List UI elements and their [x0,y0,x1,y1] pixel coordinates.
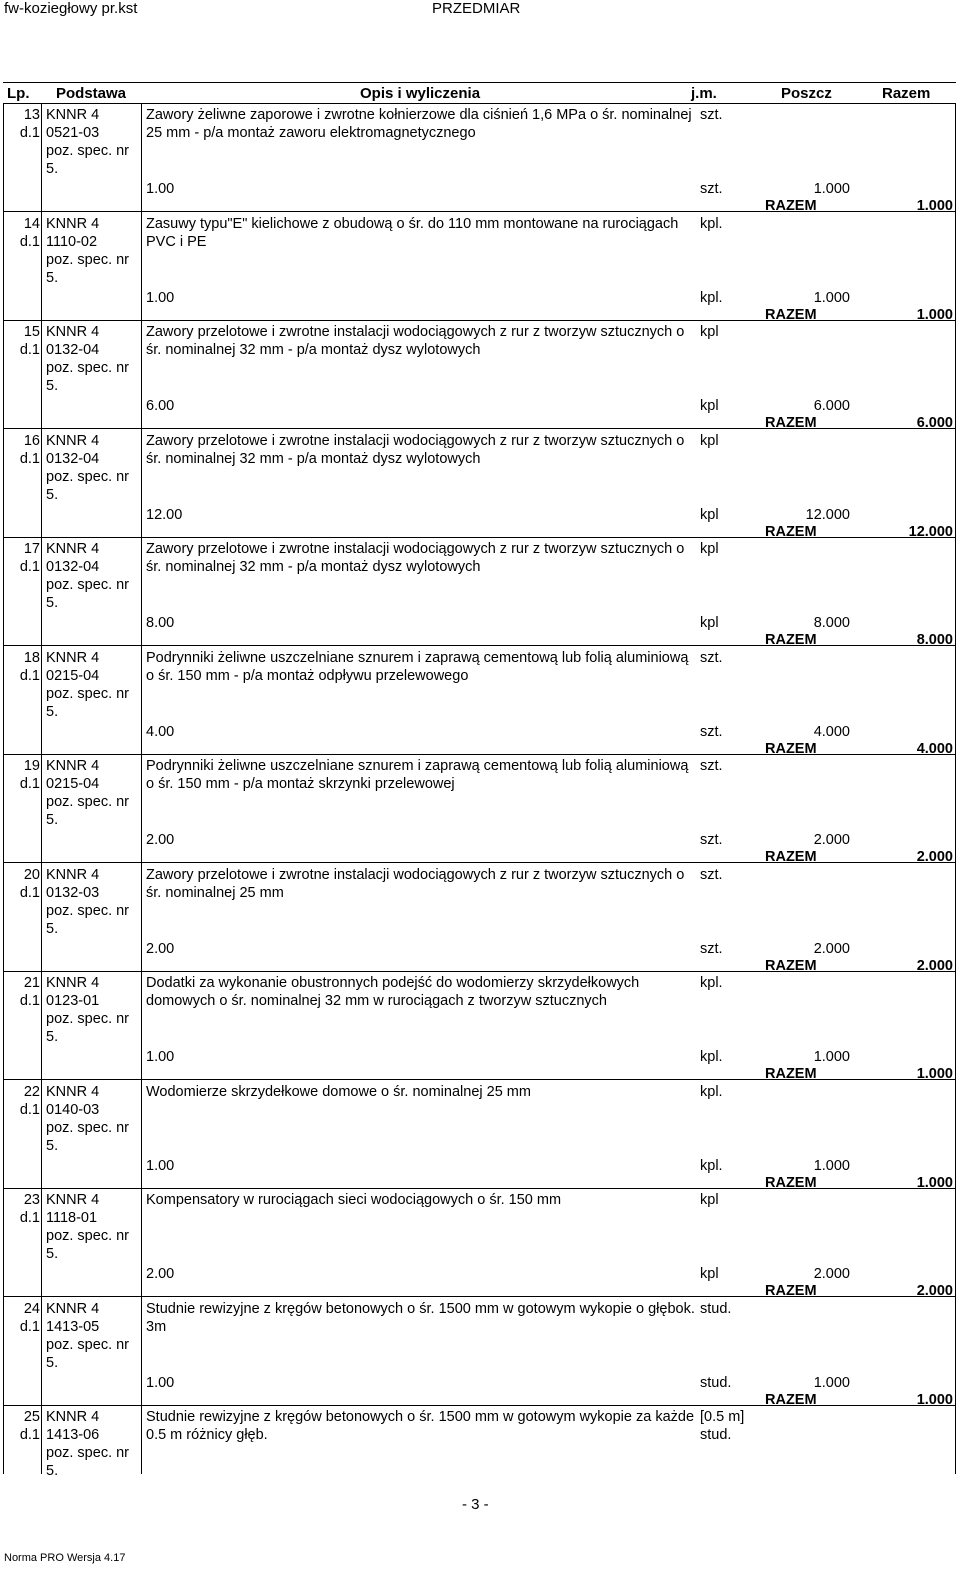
spec-reference: poz. spec. nr [46,1336,130,1353]
item-description: Studnie rewizyjne z kręgów betonowych o śr. 1500 mm w gotowym wykopie o głębok. 3m [146,1300,695,1335]
table-row [3,1298,956,1406]
total-label: RAZEM [765,849,817,865]
table-row [3,972,956,1080]
quantity-expression: 2.00 [146,832,175,848]
quantity-expression: 8.00 [146,615,175,631]
catalog-code: 0215-04 [46,776,100,792]
item-description: Podrynniki żeliwne uszczelniane sznurem i zaprawą cementową lub folią aluminiową o śr. 150 mm - p/a montaż odpływu przelewowego [146,649,689,684]
unit-of-measure: [0.5 m] [700,1409,745,1425]
spec-reference: poz. spec. nr [46,1119,130,1136]
item-description: Zasuwy typu"E" kielichowe z obudową o śr. do 110 mm montowane na rurociągach PVC i PE [146,215,679,250]
total-value: 1.000 [916,1066,953,1082]
table-row [3,755,956,863]
total-label: RAZEM [765,1066,817,1082]
unit-of-measure: kpl. [700,975,723,991]
spec-reference: poz. spec. nr [46,902,130,919]
item-variant: d.1 [19,1427,40,1443]
table-row [3,430,956,538]
unit-of-measure: kpl [700,324,719,340]
total-value: 4.000 [916,740,953,757]
table-row [3,538,956,646]
unit-of-measure: szt. [700,758,723,774]
total-value: 8.000 [916,632,953,648]
total-value: 2.000 [916,849,953,865]
catalog-code: 0132-03 [46,884,100,901]
unit-of-measure-secondary: stud. [700,1427,732,1443]
item-description: Zawory przelotowe i zwrotne instalacji wodociągowych z rur z tworzyw sztucznych o śr. nominalnej 32 mm - p/a montaż dysz wylotowych [146,324,685,358]
catalog-code: 0132-04 [46,450,100,467]
spec-number: 5. [46,1463,59,1479]
catalog-code: 1413-06 [46,1427,100,1443]
quantity-unit: kpl [700,1266,719,1282]
spec-number: 5. [46,1246,59,1262]
catalog-name: KNNR 4 [46,1409,100,1425]
catalog-name: KNNR 4 [46,215,100,232]
item-description: Zawory przelotowe i zwrotne instalacji wodociągowych z rur z tworzyw sztucznych o śr. nominalnej 32 mm - p/a montaż dysz wylotowych [146,541,685,575]
quantity-expression: 1.00 [146,1374,175,1391]
unit-of-measure: kpl. [700,215,723,232]
quantity-expression: 12.00 [146,506,183,523]
item-number: 23 [23,1192,40,1208]
catalog-name: KNNR 4 [46,432,100,449]
catalog-code: 1413-05 [46,1318,100,1335]
item-number: 16 [23,432,40,449]
catalog-name: KNNR 4 [46,1300,100,1317]
item-variant: d.1 [19,776,40,792]
catalog-code: 0215-04 [46,667,100,684]
spec-number: 5. [46,486,59,503]
table-row [3,864,956,972]
spec-number: 5. [46,1029,59,1045]
col-header-poszcz: Poszcz [781,85,832,102]
table-row [3,647,956,755]
spec-reference: poz. spec. nr [46,1445,130,1461]
spec-number: 5. [46,920,59,937]
file-name: fw-koziegłowy pr.kst [4,0,138,17]
item-variant: d.1 [19,342,40,358]
total-label: RAZEM [765,1283,817,1299]
item-number: 17 [23,541,40,557]
col-header-opis: Opis i wyliczenia [360,85,481,102]
total-value: 1.000 [916,198,953,214]
catalog-name: KNNR 4 [46,1083,100,1100]
col-header-razem: Razem [882,85,931,102]
item-description: Podrynniki żeliwne uszczelniane sznurem i zaprawą cementową lub folią aluminiową o śr. 150 mm - p/a montaż skrzynki przelewowej [146,758,689,792]
total-value: 12.000 [908,523,953,540]
table-row [3,1081,956,1189]
quantity-partial: 2.000 [813,940,850,957]
catalog-code: 1118-01 [46,1210,98,1226]
catalog-name: KNNR 4 [46,324,100,340]
catalog-name: KNNR 4 [46,758,100,774]
col-header-podstawa: Podstawa [56,85,127,102]
quantity-expression: 1.00 [146,1157,175,1174]
quantity-partial: 6.000 [813,398,850,414]
spec-reference: poz. spec. nr [46,685,130,702]
quantity-expression: 1.00 [146,181,175,197]
item-description: Kompensatory w rurociągach sieci wodociągowych o śr. 150 mm [146,1192,562,1208]
total-label: RAZEM [765,632,817,648]
spec-number: 5. [46,595,59,611]
unit-of-measure: kpl [700,541,719,557]
quantity-expression: 1.00 [146,1049,175,1065]
unit-of-measure: kpl [700,432,719,449]
page-number: - 3 - [462,1496,489,1513]
item-variant: d.1 [19,559,40,575]
item-variant: d.1 [19,993,40,1009]
catalog-name: KNNR 4 [46,1192,100,1208]
page-header [0,0,960,20]
item-number: 13 [23,107,40,123]
item-variant: d.1 [19,1101,40,1118]
spec-number: 5. [46,703,59,720]
item-variant: d.1 [19,884,40,901]
quantity-unit: kpl [700,615,719,631]
catalog-code: 0521-03 [46,125,100,141]
catalog-code: 1110-02 [46,233,98,250]
quantity-unit: szt. [700,832,723,848]
unit-of-measure: kpl. [700,1083,723,1100]
catalog-code: 0132-04 [46,559,100,575]
quantity-expression: 2.00 [146,940,175,957]
table-row [3,321,956,429]
software-footer: Norma PRO Wersja 4.17 [4,1552,126,1564]
quantity-expression: 2.00 [146,1266,175,1282]
quantity-partial: 1.000 [813,181,850,197]
quantity-partial: 2.000 [813,832,850,848]
item-variant: d.1 [19,1210,40,1226]
quantity-unit: szt. [700,181,723,197]
spec-reference: poz. spec. nr [46,1011,130,1027]
item-number: 15 [23,324,40,340]
document-title: PRZEDMIAR [432,0,521,17]
quantity-unit: kpl. [700,1049,723,1065]
catalog-name: KNNR 4 [46,541,100,557]
catalog-code: 0140-03 [46,1101,100,1118]
spec-number: 5. [46,378,59,394]
quantity-partial: 2.000 [813,1266,850,1282]
table-row [3,213,956,321]
col-header-jm: j.m. [691,85,717,102]
total-label: RAZEM [765,1391,817,1408]
item-number: 19 [23,758,40,774]
quantity-partial: 4.000 [813,723,850,740]
spec-number: 5. [46,1137,59,1154]
item-number: 24 [23,1300,40,1317]
total-label: RAZEM [765,198,817,214]
total-label: RAZEM [765,957,817,974]
quantity-partial: 8.000 [813,615,850,631]
quantity-expression: 1.00 [146,289,175,306]
item-description: Dodatki za wykonanie obustronnych podejść do wodomierzy skrzydełkowych domowych o śr. nominalnej 32 mm w rurociągach z tworzyw sztucznych [146,975,640,1009]
quantity-unit: kpl. [700,1157,723,1174]
spec-reference: poz. spec. nr [46,143,130,159]
unit-of-measure: kpl [700,1192,719,1208]
item-variant: d.1 [19,233,40,250]
catalog-name: KNNR 4 [46,107,100,123]
total-label: RAZEM [765,415,817,431]
spec-reference: poz. spec. nr [46,577,130,593]
catalog-name: KNNR 4 [46,866,100,883]
quantity-unit: kpl. [700,289,723,306]
spec-number: 5. [46,161,59,177]
catalog-code: 0123-01 [46,993,100,1009]
quantity-expression: 4.00 [146,723,175,740]
item-variant: d.1 [19,667,40,684]
unit-of-measure: szt. [700,866,723,883]
total-value: 1.000 [916,306,953,323]
total-value: 1.000 [916,1174,953,1191]
quantity-partial: 1.000 [813,1049,850,1065]
item-description: Zawory przelotowe i zwrotne instalacji wodociągowych z rur z tworzyw sztucznych o śr. nominalnej 32 mm - p/a montaż dysz wylotowych [146,432,685,467]
item-number: 20 [23,866,40,883]
item-description: Wodomierze skrzydełkowe domowe o śr. nominalnej 25 mm [146,1083,531,1100]
spec-reference: poz. spec. nr [46,1228,130,1244]
total-label: RAZEM [765,523,817,540]
table-row [3,1189,956,1297]
catalog-name: KNNR 4 [46,649,100,666]
spec-reference: poz. spec. nr [46,360,130,376]
item-variant: d.1 [19,1318,40,1335]
total-value: 2.000 [916,1283,953,1299]
total-value: 1.000 [916,1391,953,1408]
quantity-partial: 1.000 [813,1157,850,1174]
col-header-lp: Lp. [7,85,30,102]
item-number: 22 [23,1083,40,1100]
spec-reference: poz. spec. nr [46,468,130,485]
quantity-unit: szt. [700,723,723,740]
spec-number: 5. [46,1354,59,1371]
table-header [3,82,956,104]
total-label: RAZEM [765,1174,817,1191]
quantity-unit: kpl [700,398,719,414]
item-variant: d.1 [19,450,40,467]
catalog-name: KNNR 4 [46,975,100,991]
quantity-unit: szt. [700,940,723,957]
total-label: RAZEM [765,740,817,757]
spec-reference: poz. spec. nr [46,251,130,268]
total-value: 2.000 [916,957,953,974]
spec-number: 5. [46,269,59,286]
unit-of-measure: szt. [700,107,723,123]
quantity-partial: 1.000 [813,289,850,306]
item-number: 14 [23,215,40,232]
quantity-unit: stud. [700,1374,732,1391]
quantity-partial: 1.000 [813,1374,850,1391]
spec-number: 5. [46,812,59,828]
quantity-unit: kpl [700,506,719,523]
item-description: Zawory żeliwne zaporowe i zwrotne kołnierzowe dla ciśnień 1,6 MPa o śr. nominalnej 25 mm - p/a montaż zaworu elektromagnetycznego [146,107,692,141]
total-label: RAZEM [765,306,817,323]
item-number: 21 [23,975,40,991]
unit-of-measure: stud. [700,1300,732,1317]
quantity-partial: 12.000 [805,506,850,523]
item-variant: d.1 [19,125,40,141]
catalog-code: 0132-04 [46,342,100,358]
item-number: 25 [23,1409,40,1425]
item-description: Studnie rewizyjne z kręgów betonowych o śr. 1500 mm w gotowym wykopie za każde 0.5 m różnicy głęb. [146,1409,695,1443]
total-value: 6.000 [916,415,953,431]
table-row [3,104,956,212]
spec-reference: poz. spec. nr [46,794,130,810]
quantity-expression: 6.00 [146,398,175,414]
item-number: 18 [23,649,40,666]
unit-of-measure: szt. [700,649,723,666]
item-description: Zawory przelotowe i zwrotne instalacji wodociągowych z rur z tworzyw sztucznych o śr. nominalnej 25 mm [146,866,685,901]
